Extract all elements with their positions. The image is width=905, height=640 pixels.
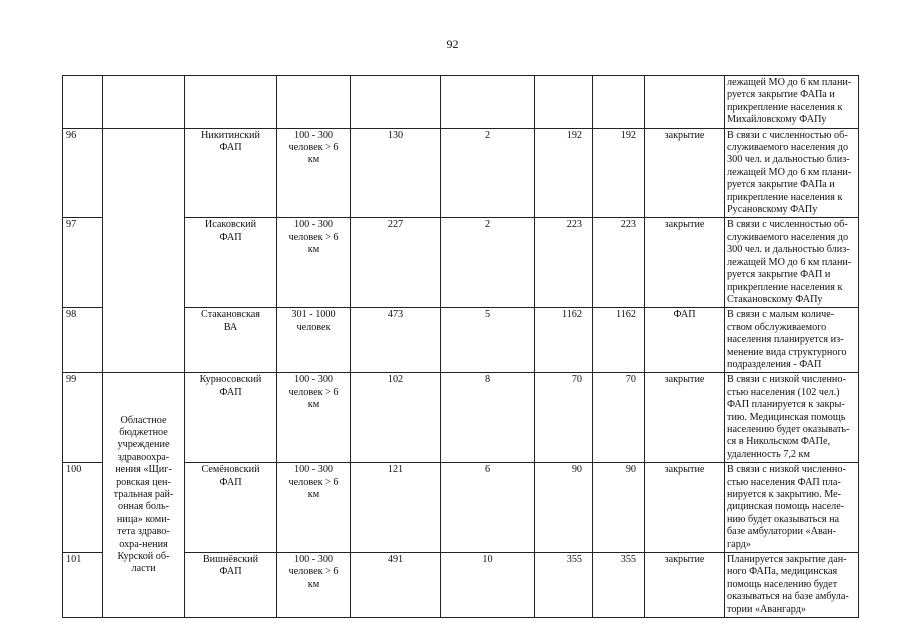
planned-action: закрытие <box>645 128 725 218</box>
staff-count: 6 <box>441 463 535 553</box>
row-number: 99 <box>63 373 103 463</box>
category-text: 100 - 300 человек > 6 км <box>288 129 339 166</box>
note-text: Планируется закрытие дан- ного ФАПа, медицинская помощь населению будет оказываться на базе амбула- тории «Авангард» <box>727 554 849 615</box>
table-row-continued <box>63 76 859 129</box>
value2-cell <box>593 76 645 129</box>
row-number: 101 <box>63 553 103 618</box>
facility-name-text: Семёновский ФАП <box>201 464 260 488</box>
value-2: 355 <box>593 553 645 618</box>
row-number: 100 <box>63 463 103 553</box>
note <box>725 373 859 463</box>
organization-cell <box>103 373 185 618</box>
planned-action: закрытие <box>645 553 725 618</box>
row-number: 98 <box>63 308 103 373</box>
population: 227 <box>351 218 441 308</box>
note <box>725 308 859 373</box>
category <box>277 308 351 373</box>
facility-name-text: Никитинский ФАП <box>201 129 260 154</box>
facility-name <box>185 128 277 218</box>
category-text: 100 - 300 человек > 6 км <box>288 374 339 411</box>
facility-name-text: Исаковский ФАП <box>204 219 257 243</box>
note-text: лежащей МО до 6 км плани- руется закрытие ФАПа и прикрепление населения к Михайловскому ФАПу <box>727 77 852 126</box>
note <box>725 218 859 308</box>
facility-name <box>185 553 277 618</box>
planned-action: закрытие <box>645 463 725 553</box>
value-2: 223 <box>593 218 645 308</box>
note-text: В связи с численностью об- служиваемого населения до 300 чел. и дальностью близ- лежащей МО до 6 км плани- руется закрытие ФАП и прикрепление населения к Стакановскому ФАПу <box>727 219 852 305</box>
population: 130 <box>351 128 441 218</box>
value-2: 90 <box>593 463 645 553</box>
population: 473 <box>351 308 441 373</box>
staff-count: 10 <box>441 553 535 618</box>
facility-name-text: Курносовский ФАП <box>199 374 262 398</box>
facility-name-text: Вишнёвский ФАП <box>202 554 259 578</box>
note-text: В связи с численностью об- служиваемого населения до 300 чел. и дальностью близ- лежащей МО до 6 км плани- руется закрытие ФАПа и прикрепление населения к Русановскому ФАПу <box>727 129 852 216</box>
note-text: В связи с низкой численно- стью населения (102 чел.) ФАП планируется к закры- тию. Медицинская помощь населению будет оказывать- ся в Никольском ФАПе, удаленность 7,2 км <box>727 374 850 460</box>
category-text: 100 - 300 человек > 6 км <box>288 219 339 256</box>
organization-cell-top <box>103 76 185 129</box>
value1-cell <box>535 76 593 129</box>
staff-count: 2 <box>441 128 535 218</box>
note-cell <box>725 76 859 129</box>
category <box>277 128 351 218</box>
value-1: 90 <box>535 463 593 553</box>
facility-name <box>185 218 277 308</box>
staff-count: 5 <box>441 308 535 373</box>
value-2: 192 <box>593 128 645 218</box>
facilities-table <box>62 75 859 618</box>
category-text: 100 - 300 человек > 6 км <box>288 554 339 590</box>
category <box>277 553 351 618</box>
page-number: 92 <box>446 37 459 51</box>
note <box>725 463 859 553</box>
row-number: 96 <box>63 128 103 218</box>
facility-name <box>185 373 277 463</box>
staff-count: 2 <box>441 218 535 308</box>
category-text: 301 - 1000 человек <box>291 309 336 333</box>
population: 491 <box>351 553 441 618</box>
value-1: 223 <box>535 218 593 308</box>
category <box>277 373 351 463</box>
value-1: 1162 <box>535 308 593 373</box>
row-number: 97 <box>63 218 103 308</box>
population-cell <box>351 76 441 129</box>
planned-action: ФАП <box>645 308 725 373</box>
note <box>725 128 859 218</box>
facility-name-cell <box>185 76 277 129</box>
organization-name: Областное бюджетное учреждение здравоохра- нения «Щиг- ровская цен- тральная рай- онная боль- ница» коми- тета здраво- охра-нения Курской об- ласти <box>113 414 174 575</box>
population: 102 <box>351 373 441 463</box>
note <box>725 553 859 618</box>
population: 121 <box>351 463 441 553</box>
value-1: 192 <box>535 128 593 218</box>
planned-action: закрытие <box>645 218 725 308</box>
note-text: В связи с низкой численно- стью населения ФАП пла- нируется к закрытию. Ме- дицинская помощь населе- нию будет оказываться на базе амбулатории «Аван- гард» <box>727 464 846 550</box>
planned-action: закрытие <box>645 373 725 463</box>
table-row <box>63 373 859 463</box>
category-text: 100 - 300 человек > 6 км <box>288 464 339 500</box>
note-text: В связи с малым количе- ством обслуживаемого населения планируется из- менение вида структурного подразделения - ФАП <box>727 309 847 370</box>
category-cell <box>277 76 351 129</box>
value-2: 70 <box>593 373 645 463</box>
facility-name-text: Стакановская ВА <box>201 309 260 333</box>
value-1: 355 <box>535 553 593 618</box>
category <box>277 218 351 308</box>
category <box>277 463 351 553</box>
staff-count: 8 <box>441 373 535 463</box>
value-2: 1162 <box>593 308 645 373</box>
staff-cell <box>441 76 535 129</box>
value-1: 70 <box>535 373 593 463</box>
table-row <box>63 128 859 218</box>
action-cell <box>645 76 725 129</box>
organization-cell-upper <box>103 128 185 373</box>
row-number-cell <box>63 76 103 129</box>
facility-name <box>185 463 277 553</box>
facility-name <box>185 308 277 373</box>
